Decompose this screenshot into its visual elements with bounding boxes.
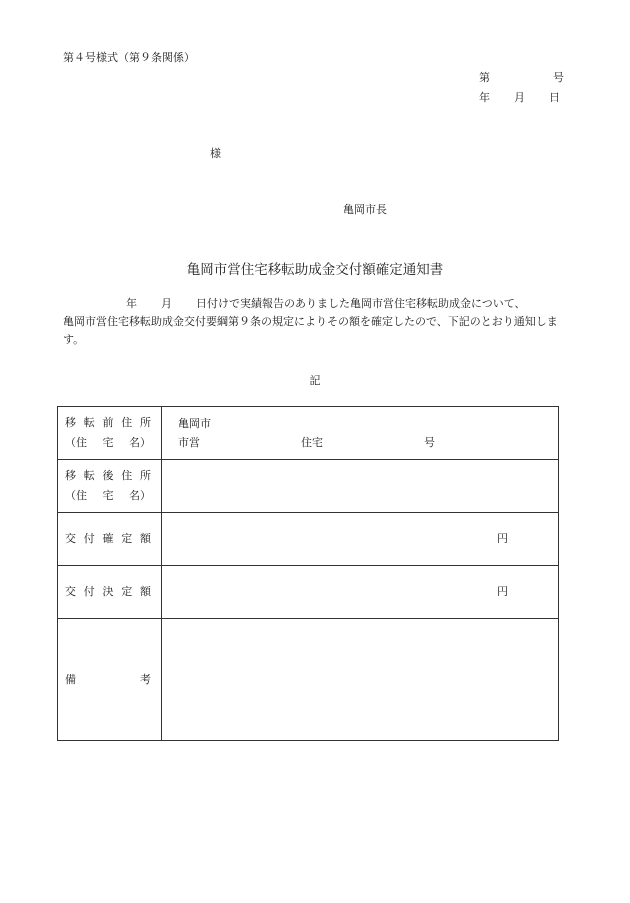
label-confirmed-amount: 交 付 確 定 額	[58, 513, 162, 566]
confirmed-amount-unit: 円	[497, 532, 508, 545]
date-month: 月	[514, 91, 525, 104]
body-date-month: 月	[161, 297, 172, 310]
table-row-after-address	[58, 460, 559, 513]
before-jutaku: 住宅	[301, 436, 323, 449]
value-after-address	[162, 460, 559, 513]
table-row-decided-amount	[58, 566, 559, 619]
label-after-address: 移 転 後 住 所 （住 宅 名）	[58, 460, 162, 513]
issue-date-line	[479, 89, 560, 105]
detail-table	[57, 406, 559, 741]
form-code: 第４号様式（第９条関係）	[63, 51, 195, 64]
value-before-address	[162, 407, 559, 460]
before-go: 号	[424, 436, 435, 449]
body-text-rest: 亀岡市営住宅移転助成金交付要綱第９条の規定によりその額を確定したので、下記のとおり通知します。	[63, 315, 558, 346]
value-confirmed-amount	[162, 513, 559, 566]
value-remarks	[162, 619, 559, 741]
document-number-line	[479, 69, 564, 85]
addressee-honorific: 様	[210, 147, 221, 160]
value-decided-amount	[162, 566, 559, 619]
date-day: 日	[549, 91, 560, 104]
body-paragraph	[63, 295, 573, 349]
table-row-remarks	[58, 619, 559, 741]
number-suffix: 号	[553, 71, 564, 84]
table-row-confirmed-amount	[58, 513, 559, 566]
table-row-before-address	[58, 407, 559, 460]
body-date-year: 年	[126, 297, 137, 310]
before-city: 亀岡市	[178, 417, 211, 430]
body-text-line1: 日付けで実績報告のありました亀岡市営住宅移転助成金について、	[196, 297, 526, 310]
number-prefix: 第	[479, 71, 490, 84]
label-remarks: 備 考	[58, 619, 162, 741]
date-year: 年	[479, 91, 490, 104]
issuer-name: 亀岡市長	[343, 203, 387, 216]
decided-amount-unit: 円	[497, 585, 508, 598]
ki-heading: 記	[309, 374, 321, 387]
document-title: 亀岡市営住宅移転助成金交付額確定通知書	[186, 262, 444, 278]
label-before-address: 移 転 前 住 所 （住 宅 名）	[58, 407, 162, 460]
label-decided-amount: 交 付 決 定 額	[58, 566, 162, 619]
before-shiei: 市営	[178, 436, 200, 449]
